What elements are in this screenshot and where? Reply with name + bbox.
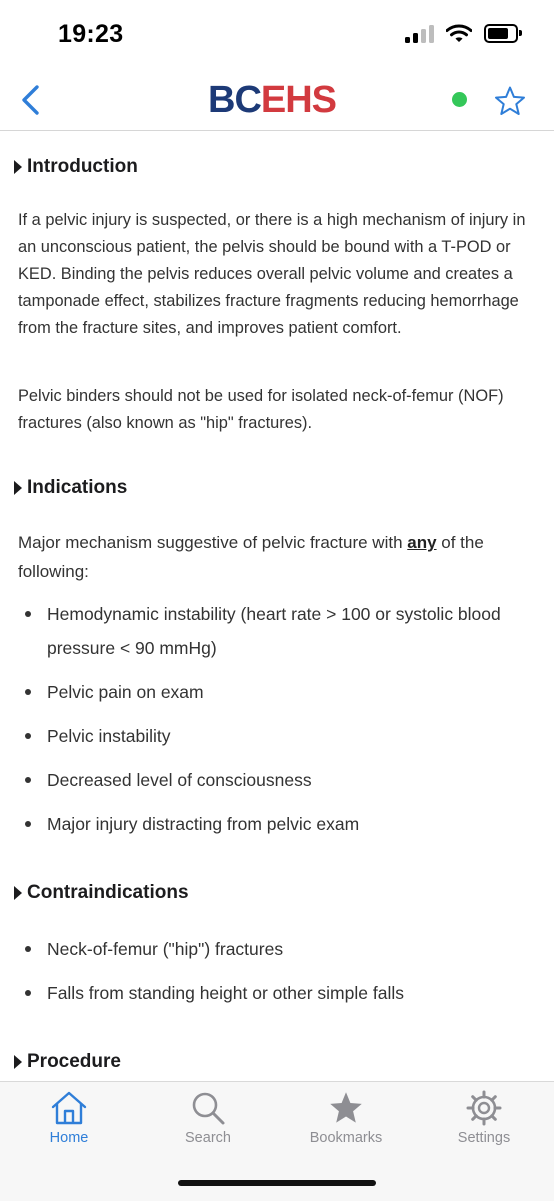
logo-text-ehs: EHS [260, 79, 337, 121]
logo-text-bc: BC [208, 79, 261, 121]
section-header-contraindications[interactable] [14, 882, 189, 904]
list-item: Falls from standing height or other simple falls [18, 976, 548, 1010]
online-status-dot [452, 92, 467, 107]
tab-search[interactable] [148, 1090, 268, 1146]
list-item: Pelvic instability [18, 719, 548, 753]
disclosure-triangle-icon [14, 160, 22, 174]
status-bar [0, 0, 554, 72]
navigation-bar [0, 72, 554, 131]
list-item: Pelvic pain on exam [18, 675, 548, 709]
star-outline-icon [494, 85, 526, 117]
list-item: Major injury distracting from pelvic exam [18, 807, 548, 841]
section-header-indications[interactable] [14, 477, 127, 499]
wifi-icon [446, 24, 472, 43]
section-title: Procedure [27, 1051, 121, 1072]
section-title: Introduction [27, 156, 138, 177]
bookmark-star-button[interactable] [490, 81, 530, 121]
section-header-introduction[interactable] [14, 156, 138, 178]
tab-label: Search [185, 1130, 231, 1146]
emphasis-any: any [407, 533, 437, 552]
search-icon [190, 1090, 226, 1126]
cellular-signal-icon [405, 25, 434, 43]
contraindications-list [18, 932, 548, 1020]
section-title: Indications [27, 477, 128, 498]
protocol-content[interactable] [0, 131, 554, 1081]
status-icons [405, 24, 518, 43]
gear-icon [466, 1090, 502, 1126]
bcehs-logo [208, 77, 336, 123]
disclosure-triangle-icon [14, 886, 22, 900]
section-header-procedure[interactable] [14, 1051, 121, 1073]
home-icon [50, 1090, 88, 1126]
list-item: Neck-of-femur ("hip") fractures [18, 932, 548, 966]
battery-icon [484, 24, 518, 43]
tab-settings[interactable] [424, 1090, 544, 1146]
tab-label: Bookmarks [309, 1130, 383, 1146]
chevron-left-icon [20, 84, 40, 116]
indications-list [18, 597, 548, 851]
list-item: Hemodynamic instability (heart rate > 100 or systolic blood pressure < 90 mmHg) [18, 597, 548, 665]
tab-home[interactable] [9, 1090, 129, 1146]
introduction-paragraph: Pelvic binders should not be used for isolated neck-of-femur (NOF) fractures (also known as "hip" fractures). [18, 387, 504, 432]
back-button[interactable] [10, 80, 50, 120]
status-time: 19:23 [58, 20, 124, 48]
indications-lead: Major mechanism suggestive of pelvic fracture with any of the following: [18, 533, 484, 581]
disclosure-triangle-icon [14, 1055, 22, 1069]
tab-bookmarks[interactable] [286, 1090, 406, 1146]
list-item: Decreased level of consciousness [18, 763, 548, 797]
section-title: Contraindications [27, 882, 189, 903]
tab-label: Settings [457, 1130, 511, 1146]
star-icon [328, 1090, 364, 1126]
home-indicator[interactable] [178, 1180, 376, 1186]
introduction-paragraph: If a pelvic injury is suspected, or there is a high mechanism of injury in an unconscious patient, the pelvis should be bound with a T-POD or KED. Binding the pelvis reduces overall pelvic volume and creates a tamponade effect, stabilizes fracture fragments reducing hemorrhage from the fracture sites, and improves patient comfort. [18, 211, 526, 337]
disclosure-triangle-icon [14, 481, 22, 495]
tab-label: Home [49, 1130, 89, 1146]
